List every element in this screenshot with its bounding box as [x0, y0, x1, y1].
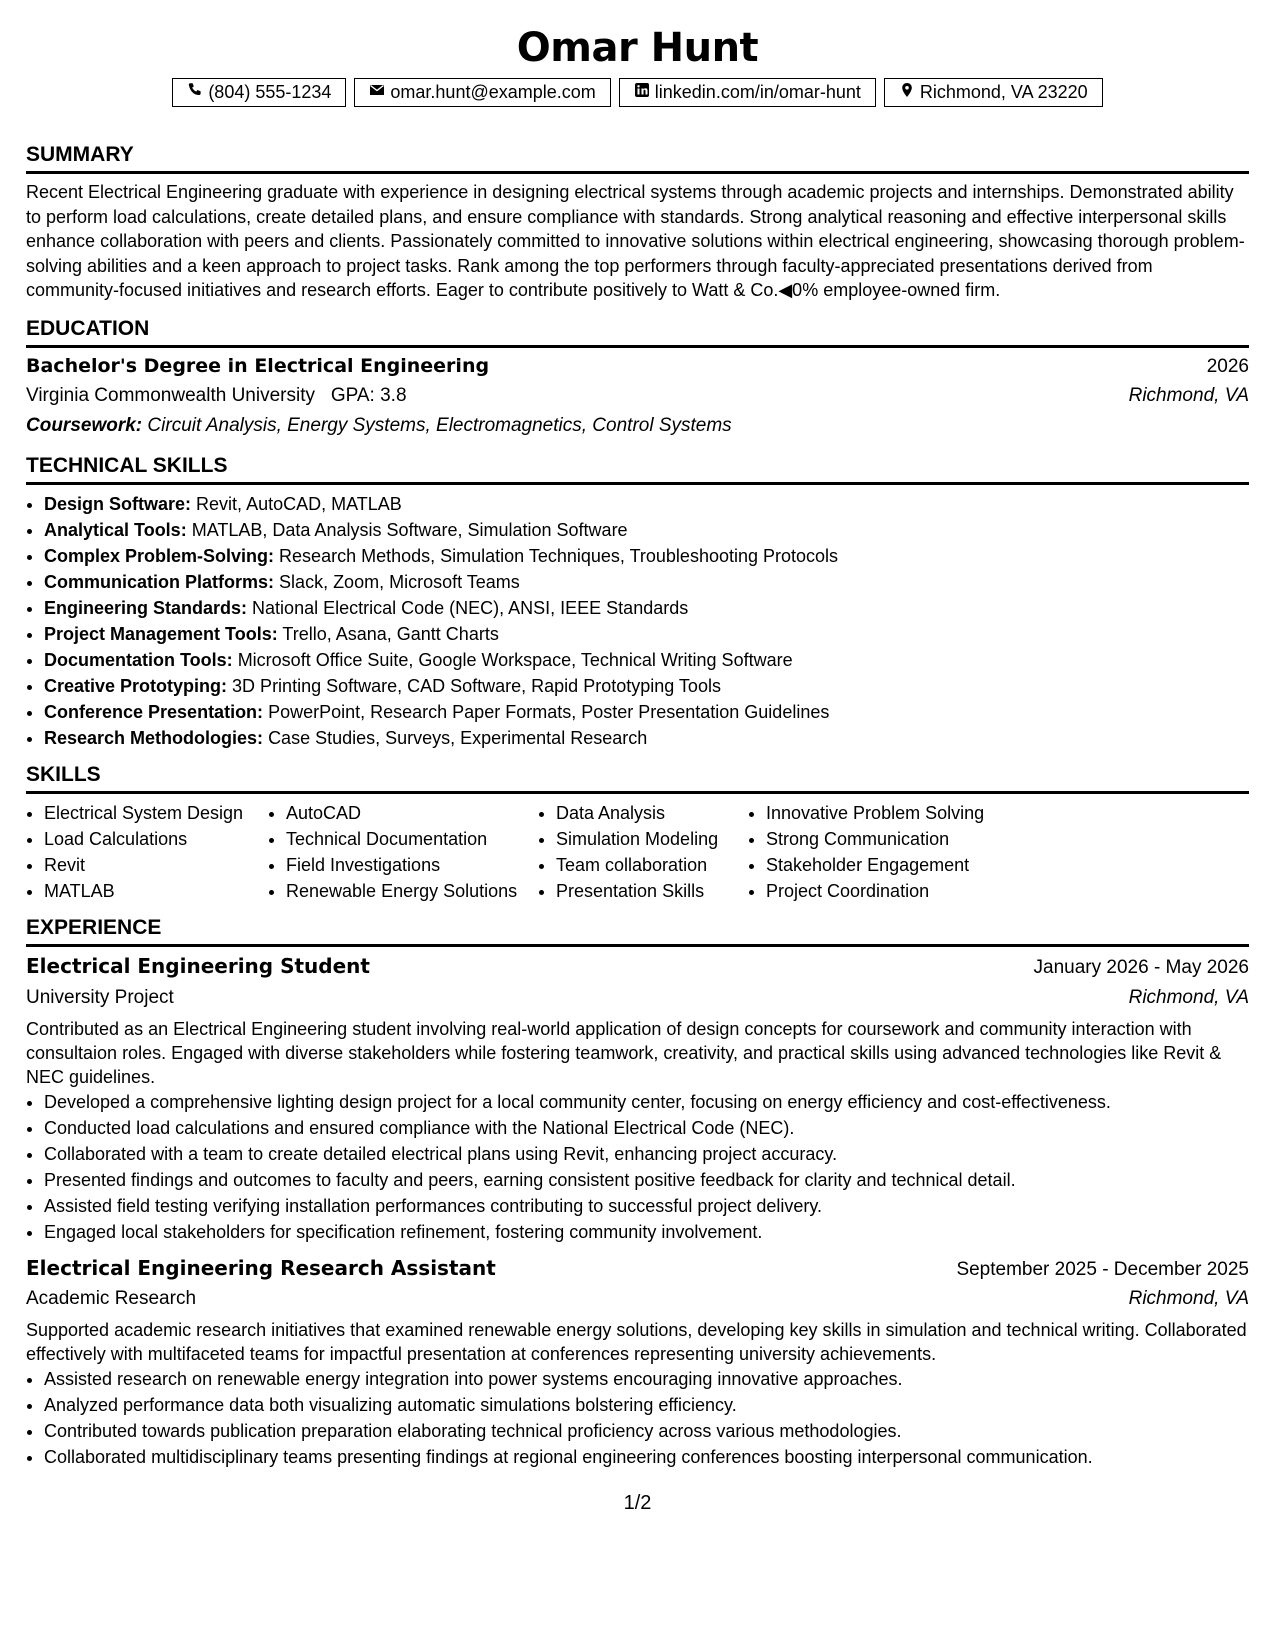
education-heading: EDUCATION [26, 315, 1249, 348]
list-item [44, 725, 1249, 751]
contact-bar [26, 78, 1249, 107]
skill-category: Conference Presentation: [44, 702, 264, 723]
technical-skills-heading: TECHNICAL SKILLS [26, 452, 1249, 485]
skills-heading: SKILLS [26, 761, 1249, 794]
list-item [44, 621, 1249, 647]
list-item: • Collaborated with a team to create detailed electrical plans using Revit, enhancing project accuracy. [44, 1141, 1249, 1167]
skill-values: Case Studies, Surveys, Experimental Research [268, 728, 648, 749]
skills-column-4 [748, 800, 1026, 904]
job-entry [26, 1255, 1249, 1470]
job-bullets [26, 1366, 1249, 1470]
list-item [44, 517, 1249, 543]
skills-column-2 [268, 800, 534, 904]
list-item: • Assisted field testing verifying installation performances contributing to successful project delivery. [44, 1193, 1249, 1219]
list-item: • Developed a comprehensive lighting design project for a local community center, focusing on energy efficiency and cost-effectiveness. [44, 1089, 1249, 1115]
job-dates: September 2025 - December 2025 [956, 1258, 1249, 1280]
job-header-row [26, 1255, 1249, 1283]
skill-category: Analytical Tools: [44, 520, 187, 541]
skill-values: PowerPoint, Research Paper Formats, Poster Presentation Guidelines [268, 702, 830, 723]
degree: Bachelor's Degree in Electrical Engineering [26, 354, 490, 377]
list-item: • Data Analysis [556, 800, 744, 826]
skill-values: Slack, Zoom, Microsoft Teams [279, 572, 520, 593]
list-item: • Field Investigations [286, 852, 534, 878]
job-org-row [26, 1286, 1249, 1312]
skill-category: Research Methodologies: [44, 728, 264, 749]
list-item [44, 699, 1249, 725]
job-location: Richmond, VA [1128, 1288, 1249, 1310]
job-org: University Project [26, 987, 174, 1009]
job-org-row [26, 985, 1249, 1011]
job-description: Supported academic research initiatives that examined renewable energy solutions, developing key skills in simulation and technical writing. Collaborated effectively with multifaceted teams for impactful presentation at conferences representing university achievements. [26, 1319, 1247, 1364]
list-item [44, 491, 1249, 517]
list-item: • Simulation Modeling [556, 826, 744, 852]
job-header-row [26, 953, 1249, 981]
linkedin-icon [634, 80, 650, 104]
skills-section [26, 761, 1249, 904]
contact-linkedin-text: linkedin.com/in/omar-hunt [654, 82, 861, 103]
list-item: • Revit [44, 852, 264, 878]
contact-email[interactable] [354, 78, 610, 107]
list-item: • Analyzed performance data both visualizing automatic simulations bolstering efficiency. [44, 1392, 1249, 1418]
list-item: • Strong Communication [766, 826, 1026, 852]
list-item: • AutoCAD [286, 800, 534, 826]
gpa: GPA: 3.8 [330, 385, 407, 407]
job-location: Richmond, VA [1128, 987, 1249, 1009]
contact-phone-text: (804) 555-1234 [208, 82, 332, 103]
contact-email-text: omar.hunt@example.com [390, 82, 596, 103]
skill-values: National Electrical Code (NEC), ANSI, IEEE Standards [252, 598, 689, 619]
list-item: • Renewable Energy Solutions [286, 878, 534, 904]
skill-category: Design Software: [44, 494, 192, 515]
contact-location-text: Richmond, VA 23220 [919, 82, 1088, 103]
list-item: • Electrical System Design [44, 800, 264, 826]
list-item [44, 595, 1249, 621]
list-item: • Stakeholder Engagement [766, 852, 1026, 878]
job-bullets [26, 1089, 1249, 1245]
contact-location[interactable] [884, 78, 1103, 107]
education-school-row [26, 383, 1249, 409]
page-number: 1/2 [623, 1492, 652, 1514]
skill-values: Research Methods, Simulation Techniques, Troubleshooting Protocols [279, 546, 839, 567]
skill-values: Trello, Asana, Gantt Charts [282, 624, 499, 645]
skill-values: 3D Printing Software, CAD Software, Rapid Prototyping Tools [232, 676, 721, 697]
map-marker-icon [899, 80, 915, 104]
skill-category: Documentation Tools: [44, 650, 233, 671]
list-item: • Project Coordination [766, 878, 1026, 904]
school-line [26, 383, 407, 409]
list-item: • Presented findings and outcomes to faculty and peers, earning consistent positive feedback for clarity and technical detail. [44, 1167, 1249, 1193]
job-title: Electrical Engineering Research Assistant [26, 1255, 496, 1280]
experience-heading: EXPERIENCE [26, 914, 1249, 947]
contact-linkedin[interactable] [619, 78, 876, 107]
job-description: Contributed as an Electrical Engineering student involving real-world application of design concepts for coursework and community interaction with consultaion roles. Engaged with diverse stakeholders while fostering teamwork, creativity, and practical skills using advanced technologies like Revit & NEC guidelines. [26, 1018, 1222, 1087]
list-item: • Conducted load calculations and ensured compliance with the National Electrical Code (NEC). [44, 1115, 1249, 1141]
skills-column-3 [538, 800, 744, 904]
coursework-label: Coursework: [26, 414, 143, 436]
school-name: Virginia Commonwealth University [26, 385, 315, 407]
skill-category: Project Management Tools: [44, 624, 278, 645]
list-item [44, 647, 1249, 673]
list-item: • Load Calculations [44, 826, 264, 852]
job-entry [26, 953, 1249, 1244]
coursework-line [26, 413, 1249, 439]
job-title: Electrical Engineering Student [26, 954, 370, 979]
skill-values: MATLAB, Data Analysis Software, Simulation Software [191, 520, 628, 541]
summary-text: Recent Electrical Engineering graduate with experience in designing electrical systems through academic projects and internships. Demonstrated ability to perform load calculations, create detailed plans, and ensure compliance with standards. Strong analytical reasoning and effective interpersonal skills enhance collaboration with peers and clients. Passionately committed to innovative solutions within electrical engineering, showcasing thorough problem-solving abilities and a keen approach to project tasks. Rank among the top performers through faculty-appreciated presentations derived from community-focused initiatives and research efforts. Eager to contribute positively to Watt & Co.◀0% employee-owned firm. [26, 182, 1245, 300]
skill-values: Microsoft Office Suite, Google Workspace, Technical Writing Software [237, 650, 793, 671]
skill-category: Complex Problem-Solving: [44, 546, 275, 567]
coursework-list: Circuit Analysis, Energy Systems, Electromagnetics, Control Systems [147, 414, 732, 436]
list-item: • Presentation Skills [556, 878, 744, 904]
skill-category: Creative Prototyping: [44, 676, 228, 697]
contact-phone[interactable] [172, 78, 346, 107]
graduation-year: 2026 [1206, 355, 1249, 377]
list-item: • Assisted research on renewable energy integration into power systems encouraging innovative approaches. [44, 1366, 1249, 1392]
resume-page [26, 22, 1249, 1470]
list-item [44, 673, 1249, 699]
list-item [44, 543, 1249, 569]
education-location: Richmond, VA [1128, 385, 1249, 407]
skill-category: Engineering Standards: [44, 598, 248, 619]
list-item: • Collaborated multidisciplinary teams presenting findings at regional engineering conferences boosting interpersonal communication. [44, 1444, 1249, 1470]
list-item: • Technical Documentation [286, 826, 534, 852]
skills-column-1 [26, 800, 264, 904]
technical-skills-list [26, 491, 1249, 751]
candidate-name: Omar Hunt [516, 25, 759, 71]
phone-icon [187, 80, 203, 104]
job-org: Academic Research [26, 1288, 197, 1310]
technical-skills-section [26, 452, 1249, 751]
list-item: • Engaged local stakeholders for specification refinement, fostering community involvement. [44, 1219, 1249, 1245]
list-item [44, 569, 1249, 595]
summary-section [26, 141, 1249, 303]
education-degree-row [26, 354, 1249, 380]
experience-section [26, 914, 1249, 1470]
job-dates: January 2026 - May 2026 [1033, 957, 1249, 979]
envelope-icon [369, 80, 385, 104]
list-item: • Team collaboration [556, 852, 744, 878]
list-item: • MATLAB [44, 878, 264, 904]
list-item: • Contributed towards publication preparation elaborating technical proficiency across various methodologies. [44, 1418, 1249, 1444]
education-section [26, 315, 1249, 439]
list-item: • Innovative Problem Solving [766, 800, 1026, 826]
summary-heading: SUMMARY [26, 141, 1249, 174]
skill-category: Communication Platforms: [44, 572, 275, 593]
skills-columns [26, 800, 1249, 904]
skill-values: Revit, AutoCAD, MATLAB [196, 494, 402, 515]
